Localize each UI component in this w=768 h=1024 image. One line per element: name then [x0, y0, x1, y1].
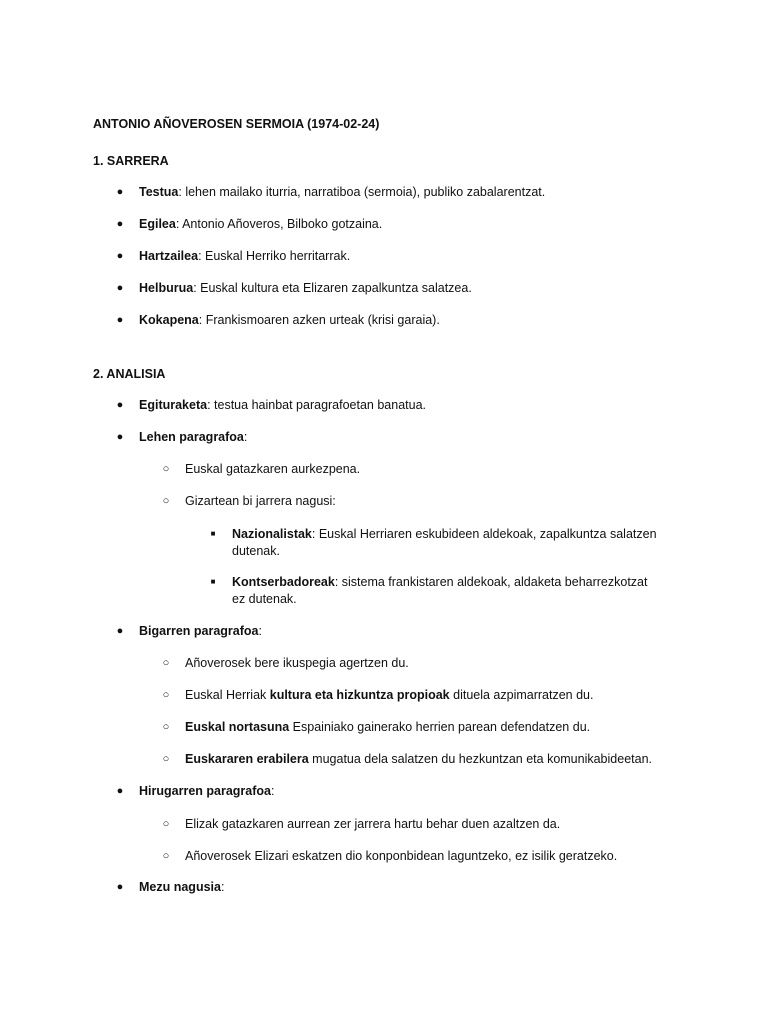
item-label: Kokapena: [139, 313, 199, 327]
item-text: : Euskal Herriaren eskubideen aldekoak, zapalkuntza salatzen: [311, 527, 657, 541]
list-item: [139, 216, 382, 232]
bullet-circle-icon: ○: [162, 850, 170, 862]
list-item: [139, 429, 247, 445]
item-label: Hirugarren paragrafoa: [139, 784, 271, 798]
sub-sub-list-item: [232, 526, 657, 542]
sub-list-item: [185, 687, 593, 703]
item-text: : Euskal kultura eta Elizaren zapalkuntza salatzea.: [193, 281, 472, 295]
bullet-dot-icon: ●: [116, 218, 124, 230]
item-text: :: [243, 430, 248, 444]
item-text: dituela azpimarratzen du.: [449, 688, 594, 702]
bullet-circle-icon: ○: [162, 463, 170, 475]
list-item: [139, 280, 472, 296]
sub-list-item: Gizartean bi jarrera nagusi:: [185, 494, 336, 508]
bullet-circle-icon: ○: [162, 818, 170, 830]
section-heading-analisia: 2. ANALISIA: [93, 367, 166, 381]
sub-list-item: Añoverosek Elizari eskatzen dio konponbidean laguntzeko, ez isilik geratzeko.: [185, 849, 618, 863]
item-text: :: [220, 880, 225, 894]
item-label: Hartzailea: [139, 249, 199, 263]
list-item: [139, 248, 350, 264]
bullet-dot-icon: ●: [116, 785, 124, 797]
bullet-square-icon: ■: [210, 577, 216, 586]
bullet-circle-icon: ○: [162, 495, 170, 507]
item-text: mugatua dela salatzen du hezkuntzan eta komunikabideetan.: [308, 752, 652, 766]
item-text-continuation: dutenak.: [232, 544, 280, 558]
bullet-dot-icon: ●: [116, 399, 124, 411]
bullet-dot-icon: ●: [116, 431, 124, 443]
item-label: Egituraketa: [139, 398, 208, 412]
bullet-dot-icon: ●: [116, 314, 124, 326]
list-item: [139, 184, 545, 200]
bullet-circle-icon: ○: [162, 657, 170, 669]
item-label: Helburua: [139, 281, 194, 295]
item-emphasis: kultura eta hizkuntza propioak: [269, 688, 450, 702]
item-text: Espainiako gainerako herrien parean defendatzen du.: [289, 720, 591, 734]
item-text: : Euskal Herriko herritarrak.: [198, 249, 351, 263]
bullet-circle-icon: ○: [162, 721, 170, 733]
list-item: [139, 783, 274, 799]
sub-list-item: Euskal gatazkaren aurkezpena.: [185, 462, 361, 476]
item-text: :: [270, 784, 275, 798]
item-text: : lehen mailako iturria, narratiboa (sermoia), publiko zabalarentzat.: [178, 185, 546, 199]
item-label: Lehen paragrafoa: [139, 430, 244, 444]
bullet-circle-icon: ○: [162, 753, 170, 765]
item-text: : testua hainbat paragrafoetan banatua.: [207, 398, 427, 412]
item-label: Kontserbadoreak: [232, 575, 335, 589]
bullet-dot-icon: ●: [116, 881, 124, 893]
bullet-dot-icon: ●: [116, 282, 124, 294]
item-label: Egilea: [139, 217, 176, 231]
sub-list-item: Elizak gatazkaren aurrean zer jarrera hartu behar duen azaltzen da.: [185, 817, 561, 831]
list-item: [139, 879, 224, 895]
bullet-dot-icon: ●: [116, 186, 124, 198]
bullet-square-icon: ■: [210, 529, 216, 538]
item-text: : sistema frankistaren aldekoak, aldaketa beharrezkotzat: [334, 575, 648, 589]
section-heading-sarrera: 1. SARRERA: [93, 154, 169, 168]
item-label: Mezu nagusia: [139, 880, 221, 894]
item-text: : Frankismoaren azken urteak (krisi garaia).: [198, 313, 440, 327]
sub-list-item: Añoverosek bere ikuspegia agertzen du.: [185, 656, 409, 670]
item-text: : Antonio Añoveros, Bilboko gotzaina.: [175, 217, 383, 231]
document-title: ANTONIO AÑOVEROSEN SERMOIA (1974-02-24): [93, 117, 380, 131]
sub-sub-list-item: [232, 574, 647, 590]
item-text: Euskal Herriak: [185, 688, 270, 702]
item-emphasis: Euskal nortasuna: [185, 720, 290, 734]
sub-list-item: [185, 751, 652, 767]
bullet-dot-icon: ●: [116, 250, 124, 262]
list-item: [139, 623, 262, 639]
item-label: Nazionalistak: [232, 527, 312, 541]
item-emphasis: Euskararen erabilera: [185, 752, 309, 766]
bullet-circle-icon: ○: [162, 689, 170, 701]
bullet-dot-icon: ●: [116, 625, 124, 637]
item-text: :: [258, 624, 262, 638]
item-label: Bigarren paragrafoa: [139, 624, 259, 638]
item-text-continuation: ez dutenak.: [232, 592, 297, 606]
sub-list-item: [185, 719, 590, 735]
list-item: [139, 397, 426, 413]
item-label: Testua: [139, 185, 179, 199]
list-item: [139, 312, 440, 328]
